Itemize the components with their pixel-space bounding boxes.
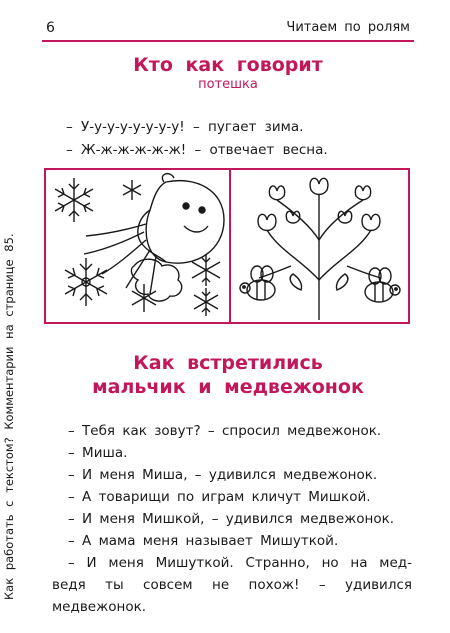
story-title-line-1: Как встретились bbox=[133, 352, 323, 374]
story-line: медвежонок. bbox=[52, 599, 147, 615]
story-line: – И меня Мишкой, – удивился медвежонок. bbox=[68, 511, 395, 527]
story-line: ведя ты совсем не похож! – удивился bbox=[52, 577, 412, 593]
story-line: – Миша. bbox=[68, 445, 128, 461]
poem-title: Кто как говорит bbox=[133, 54, 323, 76]
page-number: 6 bbox=[46, 20, 55, 36]
story-line: – Тебя как зовут? – спросил медвежонок. bbox=[68, 423, 382, 439]
poem-line: – Ж-ж-ж-ж-ж-ж! – отвечает весна. bbox=[66, 142, 328, 158]
side-note: Как работать с текстом? Комментарии на странице 85. bbox=[2, 233, 16, 600]
story-title-line-2: мальчик и медвежонок bbox=[92, 376, 364, 398]
poem-line: – У-у-у-у-у-у-у-у! – пугает зима. bbox=[66, 119, 304, 135]
header-rule bbox=[42, 40, 414, 42]
story-line: – И меня Мишуткой. Странно, но на мед- bbox=[68, 555, 412, 571]
story-line: – А мама меня называет Мишуткой. bbox=[68, 533, 339, 549]
story-text bbox=[52, 420, 412, 618]
page-header bbox=[42, 18, 414, 38]
winter-panel bbox=[46, 170, 228, 322]
story-line: – И меня Миша, – удивился медвежонок. bbox=[68, 467, 378, 483]
illustration bbox=[44, 168, 410, 324]
running-head: Читаем по ролям bbox=[286, 20, 410, 35]
poem-subtitle: потешка bbox=[198, 77, 258, 92]
spring-panel bbox=[231, 170, 408, 322]
story-line: – А товарищи по играм кличут Мишкой. bbox=[68, 489, 371, 505]
